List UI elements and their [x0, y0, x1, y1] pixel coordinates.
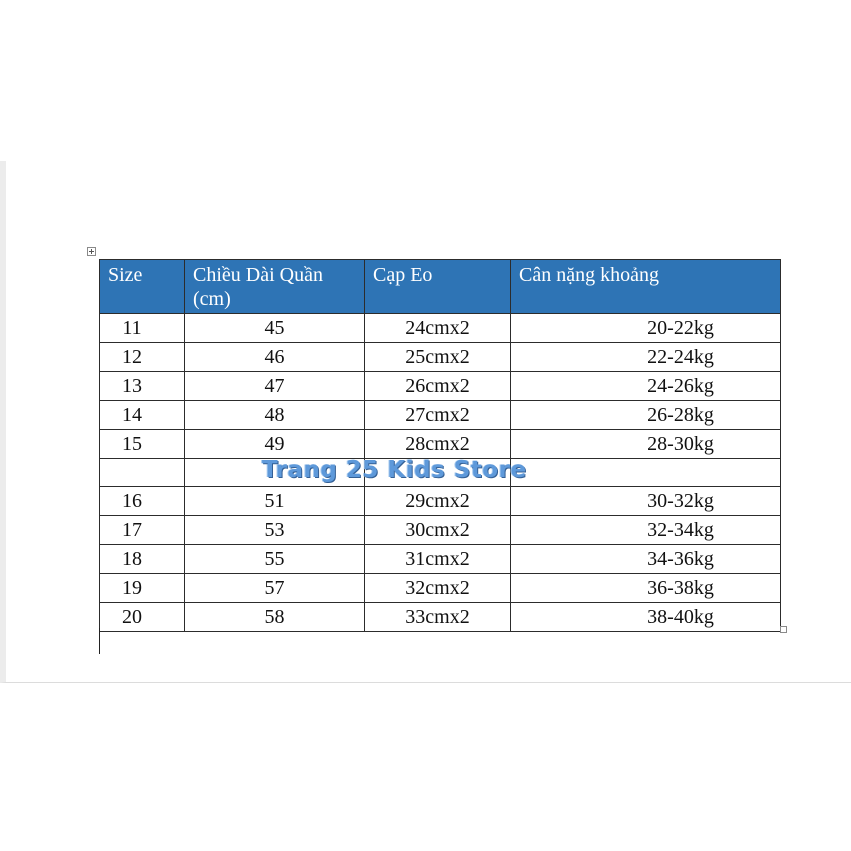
- header-weight: Cân nặng khoảng: [511, 260, 781, 314]
- size-cell[interactable]: 19: [100, 574, 185, 603]
- weight-cell[interactable]: 28-30kg: [511, 430, 781, 459]
- weight-cell[interactable]: 20-22kg: [511, 314, 781, 343]
- size-cell[interactable]: 12: [100, 343, 185, 372]
- waist-cell[interactable]: 25cmx2: [365, 343, 511, 372]
- table-row: [100, 343, 781, 372]
- waist-cell[interactable]: 32cmx2: [365, 574, 511, 603]
- table-row: [100, 487, 781, 516]
- table-row: [100, 516, 781, 545]
- length-cell[interactable]: 48: [185, 401, 365, 430]
- waist-cell[interactable]: 28cmx2: [365, 430, 511, 459]
- size-cell[interactable]: 17: [100, 516, 185, 545]
- size-chart-table: [99, 259, 781, 632]
- size-cell[interactable]: 14: [100, 401, 185, 430]
- table-row: [100, 401, 781, 430]
- waist-cell[interactable]: 31cmx2: [365, 545, 511, 574]
- length-cell[interactable]: 53: [185, 516, 365, 545]
- length-cell[interactable]: 55: [185, 545, 365, 574]
- weight-cell[interactable]: 30-32kg: [511, 487, 781, 516]
- weight-cell[interactable]: [511, 459, 781, 487]
- length-cell[interactable]: 47: [185, 372, 365, 401]
- weight-cell[interactable]: 38-40kg: [511, 603, 781, 632]
- weight-cell[interactable]: 34-36kg: [511, 545, 781, 574]
- length-cell[interactable]: 45: [185, 314, 365, 343]
- waist-cell[interactable]: 24cmx2: [365, 314, 511, 343]
- waist-cell[interactable]: 27cmx2: [365, 401, 511, 430]
- size-cell[interactable]: 13: [100, 372, 185, 401]
- size-cell[interactable]: 18: [100, 545, 185, 574]
- length-cell[interactable]: 49: [185, 430, 365, 459]
- weight-cell[interactable]: 26-28kg: [511, 401, 781, 430]
- table-row: [100, 314, 781, 343]
- table-row: [100, 430, 781, 459]
- table-row: [100, 574, 781, 603]
- size-cell[interactable]: 16: [100, 487, 185, 516]
- table-move-handle-icon[interactable]: [87, 247, 96, 256]
- table-row: [100, 545, 781, 574]
- table-row: [100, 603, 781, 632]
- weight-cell[interactable]: 36-38kg: [511, 574, 781, 603]
- table-row: [100, 372, 781, 401]
- length-cell[interactable]: 58: [185, 603, 365, 632]
- weight-cell[interactable]: 32-34kg: [511, 516, 781, 545]
- header-size: Size: [100, 260, 185, 314]
- size-cell[interactable]: 11: [100, 314, 185, 343]
- table-header-row: [100, 260, 781, 314]
- length-cell[interactable]: 46: [185, 343, 365, 372]
- size-cell[interactable]: [100, 459, 185, 487]
- header-waist: Cạp Eo: [365, 260, 511, 314]
- waist-cell[interactable]: 26cmx2: [365, 372, 511, 401]
- weight-cell[interactable]: 22-24kg: [511, 343, 781, 372]
- store-watermark: Trang 25 Kids Store: [262, 457, 527, 483]
- length-cell[interactable]: 57: [185, 574, 365, 603]
- size-cell[interactable]: 20: [100, 603, 185, 632]
- length-cell[interactable]: 51: [185, 487, 365, 516]
- waist-cell[interactable]: 30cmx2: [365, 516, 511, 545]
- table-resize-handle-icon[interactable]: [780, 626, 787, 633]
- waist-cell[interactable]: 33cmx2: [365, 603, 511, 632]
- header-length: Chiều Dài Quần (cm): [185, 260, 365, 314]
- weight-cell[interactable]: 24-26kg: [511, 372, 781, 401]
- text-cursor: [99, 628, 100, 654]
- size-cell[interactable]: 15: [100, 430, 185, 459]
- waist-cell[interactable]: 29cmx2: [365, 487, 511, 516]
